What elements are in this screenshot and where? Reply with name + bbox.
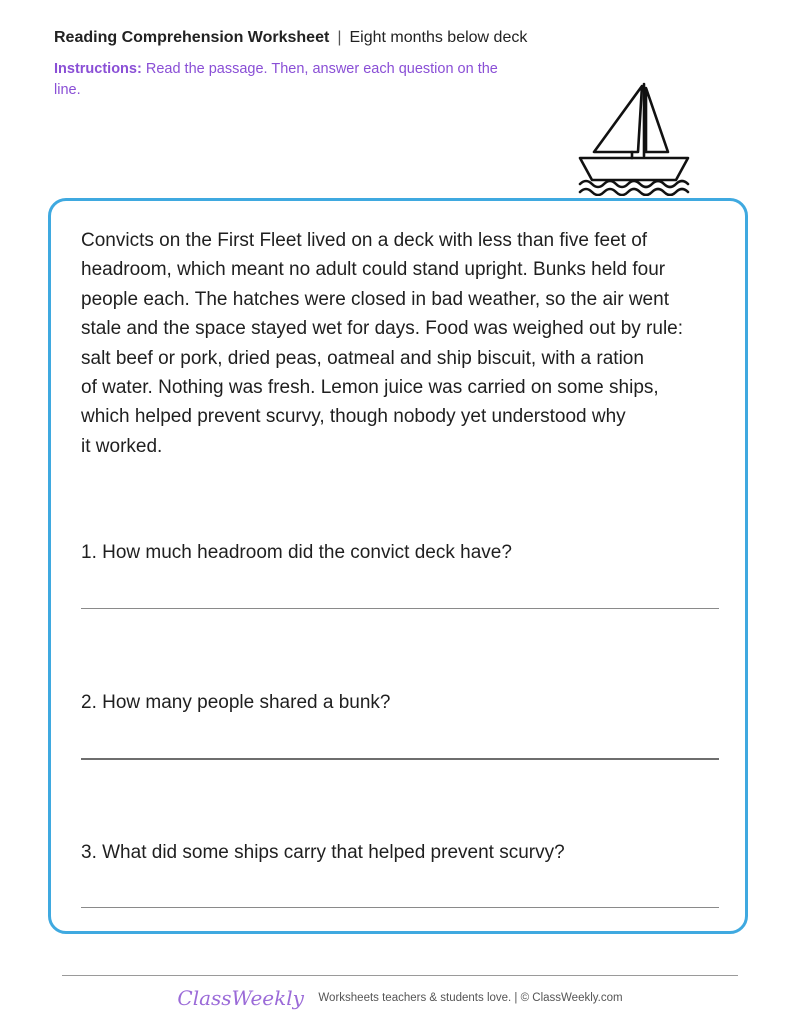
question-3: 3. What did some ships carry that helped prevent scurvy? — [81, 842, 565, 863]
sailboat-icon — [576, 78, 694, 196]
worksheet-header — [54, 28, 527, 48]
footer-divider — [62, 975, 738, 976]
answer-line-1[interactable] — [81, 608, 719, 609]
worksheet-title: Reading Comprehension Worksheet — [54, 29, 330, 46]
answer-line-2[interactable] — [81, 758, 719, 760]
passage-line: salt beef or pork, dried peas, oatmeal and ship biscuit, with a ration — [81, 347, 644, 369]
passage-line: it worked. — [81, 435, 163, 457]
passage-line: of water. Nothing was fresh. Lemon juice was carried on some ships, — [81, 377, 659, 399]
worksheet-subtitle: Eight months below deck — [349, 29, 528, 46]
answer-line-3[interactable] — [81, 907, 719, 908]
footer — [0, 986, 800, 1010]
passage-line: which helped prevent scurvy, though nobody yet understood why — [81, 406, 626, 428]
passage-line: stale and the space stayed wet for days. Food was weighed out by rule: — [81, 318, 684, 340]
reading-passage — [81, 226, 731, 461]
instructions-label: Instructions: — [54, 61, 142, 77]
footer-tagline: Worksheets teachers & students love. | © ClassWeekly.com — [318, 992, 623, 1004]
passage-line: people each. The hatches were closed in bad weather, so the air went — [81, 288, 669, 310]
question-2: 2. How many people shared a bunk? — [81, 692, 391, 713]
header-separator: | — [337, 29, 342, 46]
passage-line: headroom, which meant no adult could stand upright. Bunks held four — [81, 259, 666, 281]
passage-line: Convicts on the First Fleet lived on a deck with less than five feet of — [81, 230, 648, 251]
instructions — [54, 59, 514, 101]
brand-logo: ClassWeekly — [177, 986, 304, 1010]
instructions-text: Read the passage. Then, answer each question on the line. — [54, 61, 498, 98]
question-1: 1. How much headroom did the convict deck have? — [81, 542, 512, 563]
